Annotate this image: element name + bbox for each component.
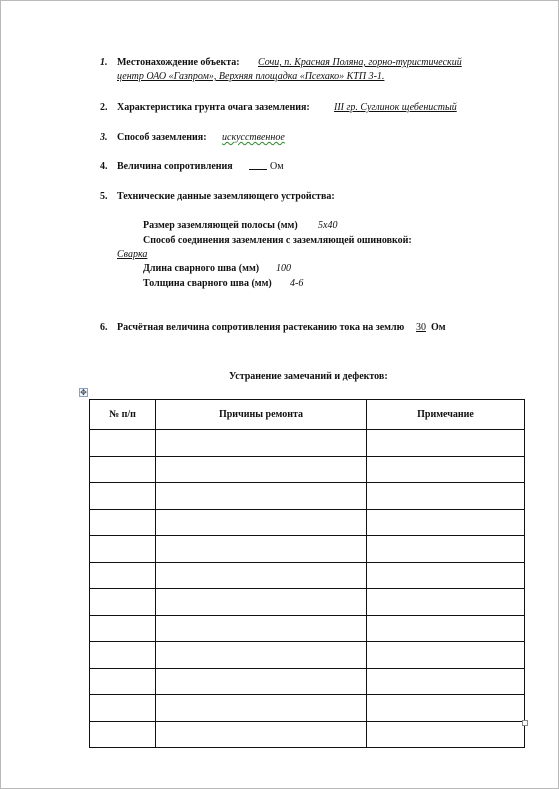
table-cell[interactable] bbox=[367, 483, 525, 510]
item-1-number: 1. bbox=[100, 57, 108, 68]
section-title: Устранение замечаний и дефектов: bbox=[229, 371, 388, 382]
item-1-value-line1: Сочи, п. Красная Поляна, горно-туристический bbox=[258, 57, 462, 68]
connection-value: Сварка bbox=[117, 249, 148, 260]
table-cell[interactable] bbox=[367, 695, 525, 722]
table-cell[interactable] bbox=[156, 456, 367, 483]
item-3-value: искусственное bbox=[222, 132, 285, 143]
table-cell[interactable] bbox=[367, 562, 525, 589]
item-1-value-line2: центр ОАО «Газпром», Верхняя площадка «Псехако» КТП 3-1. bbox=[117, 71, 385, 82]
item-6-number: 6. bbox=[100, 322, 108, 333]
table-cell[interactable] bbox=[90, 456, 156, 483]
table-cell[interactable] bbox=[367, 456, 525, 483]
table-cell[interactable] bbox=[90, 615, 156, 642]
strip-size-label: Размер заземляющей полосы (мм) bbox=[143, 220, 298, 231]
defects-table bbox=[89, 399, 525, 748]
header-reason: Причины ремонта bbox=[156, 400, 367, 430]
table-cell[interactable] bbox=[90, 589, 156, 616]
table-cell[interactable] bbox=[367, 642, 525, 669]
item-6-value: 30 bbox=[416, 322, 426, 333]
weld-length-label: Длина сварного шва (мм) bbox=[143, 263, 260, 274]
table-cell[interactable] bbox=[90, 536, 156, 563]
table-cell[interactable] bbox=[90, 668, 156, 695]
item-6-unit: Ом bbox=[431, 322, 446, 333]
table-cell[interactable] bbox=[367, 721, 525, 748]
table-row bbox=[90, 562, 525, 589]
table-cell[interactable] bbox=[156, 562, 367, 589]
table-row bbox=[90, 456, 525, 483]
header-number: № п/п bbox=[90, 400, 156, 430]
item-4-blank-line bbox=[249, 161, 267, 173]
weld-length-value: 100 bbox=[276, 263, 291, 274]
table-cell[interactable] bbox=[156, 721, 367, 748]
item-5-number: 5. bbox=[100, 191, 108, 202]
table-cell[interactable] bbox=[367, 589, 525, 616]
table-cell[interactable] bbox=[90, 509, 156, 536]
item-1-label: Местонахождение объекта: bbox=[117, 57, 240, 68]
table-row bbox=[90, 668, 525, 695]
table-row bbox=[90, 695, 525, 722]
header-note: Примечание bbox=[367, 400, 525, 430]
item-4-number: 4. bbox=[100, 161, 108, 172]
table-resize-handle-icon[interactable] bbox=[522, 720, 528, 726]
table-cell[interactable] bbox=[156, 483, 367, 510]
table-cell[interactable] bbox=[367, 509, 525, 536]
table-cell[interactable] bbox=[367, 430, 525, 457]
table-row bbox=[90, 536, 525, 563]
item-2-number: 2. bbox=[100, 102, 108, 113]
item-6-label: Расчётная величина сопротивления растеканию тока на землю bbox=[117, 322, 405, 333]
weld-thickness-label: Толщина сварного шва (мм) bbox=[143, 278, 272, 289]
table-cell[interactable] bbox=[156, 668, 367, 695]
table-cell[interactable] bbox=[90, 721, 156, 748]
weld-thickness-value: 4-6 bbox=[290, 278, 304, 289]
table-cell[interactable] bbox=[90, 430, 156, 457]
item-5-label: Технические данные заземляющего устройства: bbox=[117, 191, 335, 202]
table-cell[interactable] bbox=[156, 430, 367, 457]
table-cell[interactable] bbox=[367, 668, 525, 695]
table-cell[interactable] bbox=[90, 562, 156, 589]
table-row bbox=[90, 615, 525, 642]
table-cell[interactable] bbox=[367, 615, 525, 642]
table-cell[interactable] bbox=[90, 642, 156, 669]
table-row bbox=[90, 430, 525, 457]
table-cell[interactable] bbox=[90, 483, 156, 510]
strip-size-value: 5х40 bbox=[318, 220, 338, 231]
table-cell[interactable] bbox=[90, 695, 156, 722]
table-row bbox=[90, 509, 525, 536]
table-cell[interactable] bbox=[156, 536, 367, 563]
item-2-value: III гр. Суглинок щебенистый bbox=[334, 102, 457, 113]
table-cell[interactable] bbox=[156, 589, 367, 616]
table-cell[interactable] bbox=[367, 536, 525, 563]
item-4-unit: Ом bbox=[270, 161, 284, 172]
table-move-handle-icon[interactable]: ✥ bbox=[80, 388, 87, 397]
table-row bbox=[90, 721, 525, 748]
table-cell[interactable] bbox=[156, 642, 367, 669]
item-2-label: Характеристика грунта очага заземления: bbox=[117, 102, 310, 113]
item-3-label: Способ заземления: bbox=[117, 132, 207, 143]
table-header-row bbox=[90, 400, 525, 430]
item-4-label: Величина сопротивления bbox=[117, 161, 233, 172]
table-cell[interactable] bbox=[156, 695, 367, 722]
table-row bbox=[90, 589, 525, 616]
item-3-number: 3. bbox=[100, 132, 108, 143]
connection-label: Способ соединения заземления с заземляющей ошиновкой: bbox=[143, 235, 412, 246]
table-cell[interactable] bbox=[156, 509, 367, 536]
table-cell[interactable] bbox=[156, 615, 367, 642]
table-row bbox=[90, 483, 525, 510]
table-row bbox=[90, 642, 525, 669]
